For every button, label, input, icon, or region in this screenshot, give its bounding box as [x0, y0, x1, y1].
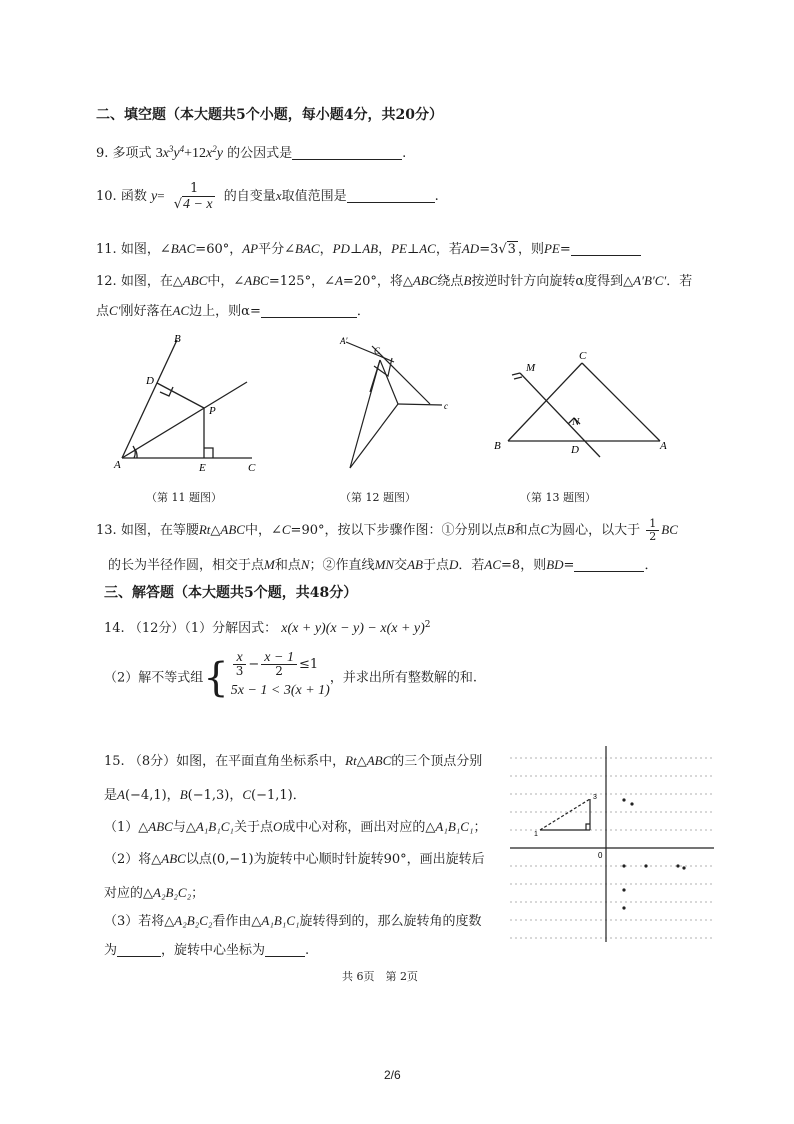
question-12-line-2: 点C′刚好落在AC边上，则α= ． — [96, 303, 370, 319]
figure-11-caption: （第 11 题图） — [146, 491, 222, 504]
figure-12-caption: （第 12 题图） — [340, 491, 416, 504]
question-15-line-7: 为 ，旋转中心坐标为 . — [104, 943, 310, 958]
question-10: 10. 函数 y= $\frac{1}{√4 - x}$ 的自变量x取值范围是 . — [96, 180, 439, 212]
question-15-line-1: 15. （8分）如图，在平面直角坐标系中，Rt△ABC的三个顶点分别 — [104, 753, 483, 769]
question-15-line-3: （1）△ABC与△A₁B₁C₁关于点O成中心对称，画出对应的△A₁B₁C₁； — [104, 819, 487, 835]
fig13-label-n: N — [572, 416, 580, 428]
fig12-label-a: A′ — [340, 336, 348, 346]
q12-answer-blank[interactable] — [261, 304, 357, 318]
q9-answer-blank[interactable] — [292, 146, 402, 160]
coordinate-grid — [506, 744, 718, 944]
fig13-label-b: B — [494, 440, 501, 452]
fig11-label-a: A — [114, 459, 121, 471]
fig11-label-e: E — [199, 462, 206, 474]
fig11-label-p: P — [209, 405, 216, 417]
q15-center-blank[interactable] — [265, 943, 305, 957]
q14-expression: x(x + y)(x − y) − x(x + y) — [281, 621, 425, 636]
fig13-label-a: A — [660, 440, 667, 452]
triangle-side-ab — [540, 799, 590, 830]
graph-origin-label: 0 — [598, 851, 603, 860]
q10-answer-blank[interactable] — [347, 189, 435, 203]
q13-answer-blank[interactable] — [574, 558, 644, 572]
question-13-line-2: 的长为半径作圆，相交于点M和点N；②作直线MN交AB于点D．若AC=8，则BD= ． — [108, 557, 658, 573]
question-9: 9. 多项式 $3x^3y^4+12x^2y$ 的公因式是 . — [96, 144, 407, 161]
fig11-label-b: B — [174, 333, 181, 345]
question-15-line-5: 对应的△A₂B₂C₂； — [104, 885, 205, 901]
question-15-line-6: （3）若将△A₂B₂C₂看作由△A₁B₁C₁旋转得到的，那么旋转角的度数 — [104, 913, 482, 929]
q15-angle-blank[interactable] — [117, 943, 161, 957]
q9-polynomial: $3x^3y^4+12x^2y$ — [155, 144, 223, 161]
figure-13 — [490, 345, 675, 465]
q10-fraction: $\frac{1}{√4 - x}$ — [173, 180, 213, 212]
q13-half: $\frac{1}{2}$ — [646, 518, 659, 543]
question-15-line-2: 是A(−4,1)，B(−1,3)，C(−1,1)． — [104, 787, 306, 803]
section-2-title: 二、填空题（本大题共5个小题，每小题4分，共20分） — [96, 107, 443, 123]
question-14-part-1: 14. （12分）（1）分解因式： $x(x + y)(x - y) - x(x + y)^2$ — [104, 620, 431, 636]
q11-answer-blank[interactable] — [571, 242, 641, 256]
q9-number: 9. — [96, 146, 109, 161]
fig13-label-m: M — [526, 362, 536, 374]
q14-inequality-system: $\frac{x}{3}$ − $\frac{x - 1}{2}$ ≤1 5x − 1 < 3(x + 1) — [230, 650, 330, 698]
figure-13-caption: （第 13 题图） — [520, 491, 596, 504]
question-11: 11. 如图，∠BAC=60°，AP平分∠BAC，PD⊥AB，PE⊥AC，若AD=3√3 ，则PE= — [96, 240, 641, 259]
figure-11 — [112, 330, 262, 480]
page-indicator: 2/6 — [384, 1068, 401, 1082]
question-12-line-1: 12. 如图，在△ABC中，∠ABC=125°，∠A=20°，将△ABC绕点B按逆时针方向旋转α度得到△A′B′C′．若 — [96, 273, 693, 289]
figure-12 — [330, 332, 460, 477]
question-15-line-4: （2）将△ABC以点(0,−1)为旋转中心顺时针旋转90°，画出旋转后 — [104, 851, 485, 867]
section-3-title: 三、解答题（本大题共5个题，共48分） — [104, 585, 358, 601]
fig12-label-b: C — [374, 346, 381, 356]
fig11-label-c: C — [248, 462, 256, 474]
graph-tick-label: 3 — [593, 794, 597, 801]
question-14-part-2: （2）解不等式组{ $\frac{x}{3}$ − $\frac{x - 1}{2}$ ≤1 5x − 1 < 3(x + 1) ，并求出所有整数解的和. — [104, 652, 477, 704]
fig11-label-d: D — [146, 375, 154, 387]
fig12-label-c: c — [444, 401, 448, 411]
question-13-line-1: 13. 如图，在等腰Rt△ABC中，∠C=90°，按以下步骤作图：①分别以点B和点C为圆心，以大于 $\frac{1}{2}$ BC — [96, 517, 678, 543]
graph-point-label: 1 — [534, 831, 538, 838]
fig13-label-c: C — [579, 350, 587, 362]
page-footer: 共 6页 第 2页 — [342, 970, 418, 983]
fig13-label-d: D — [571, 444, 579, 456]
